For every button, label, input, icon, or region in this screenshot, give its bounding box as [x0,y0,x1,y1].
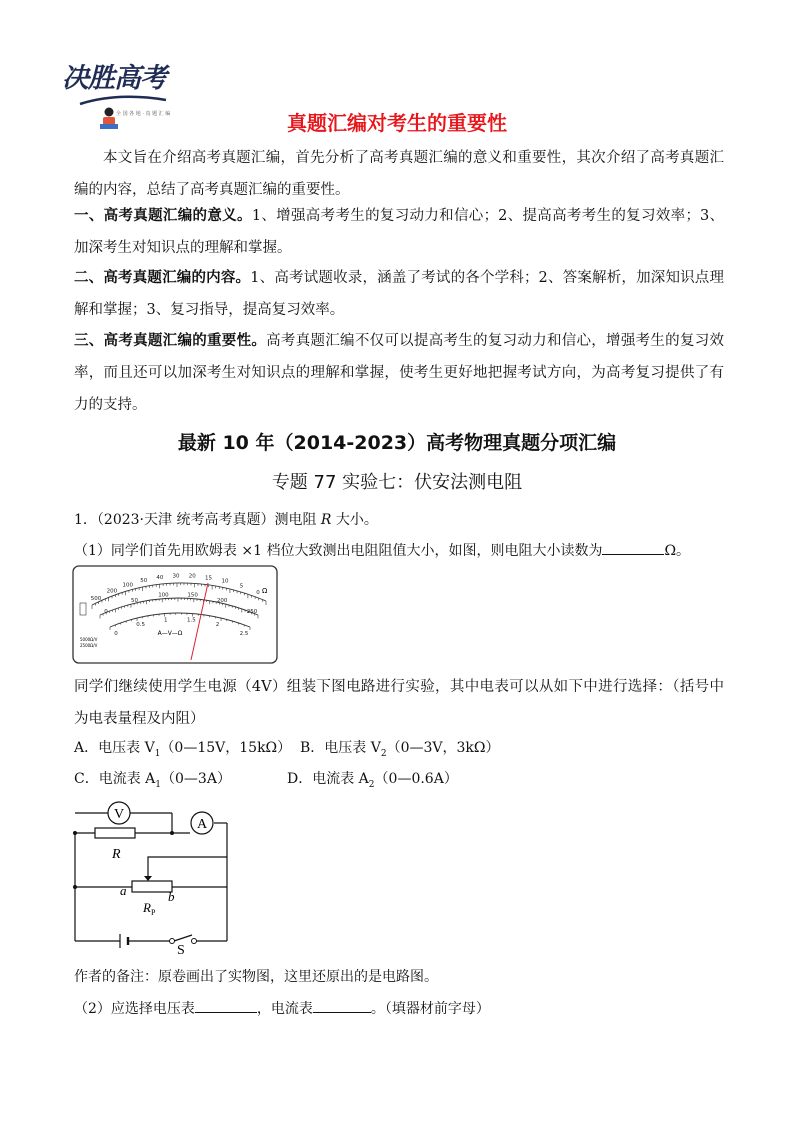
option-b-name: 电压表 V [324,740,381,756]
part-2-text-c: 。（填器材前字母） [370,1001,490,1017]
dc-scale-label: 0 [104,609,108,615]
part-1 [74,540,690,560]
option-b-spec: （0—3V，3kΩ） [386,740,500,756]
meter-center-label: A—V—Ω [157,630,183,637]
slider-arrow-icon [144,876,152,881]
terminal-b-label: b [168,889,175,904]
ac-scale-label: 1.5 [186,617,196,624]
option-d-name: 电流表 A [312,771,369,787]
topic-title: 专题 77 实验七：伏安法测电阻 [271,472,523,493]
question-stem [74,509,378,529]
ohm-symbol: Ω [262,587,268,595]
question-number: 1． [74,512,97,528]
part-2-text-a: （2）应选择电压表 [74,1001,195,1017]
option-c-sub: 1 [155,779,162,790]
ac-scale-label: 0 [114,631,118,637]
page-title: 真题汇编对考生的重要性 [287,111,507,135]
option-c-name: 电流表 A [98,771,156,787]
logo-tagline: 全 国 各 地 · 真 题 汇 编 [116,111,171,117]
ohm-scale-label: 50 [140,577,148,584]
option-d [287,768,458,790]
section-1-heading: 一、高考真题汇编的意义。 [74,208,252,224]
ohm-scale-label: 500 [90,596,102,602]
section-1-body: 1、增强高考考生的复习动力和信心；2、提高高考考生的复习效率；3、加深考生对知识点的理解和掌握。 [74,208,724,256]
junction-dot [73,885,77,889]
resistor-label: R [112,847,121,862]
answer-blank-1[interactable] [602,540,664,555]
ohm-scale-label: 200 [106,588,118,595]
ohm-scale-label: 5 [239,583,244,590]
intro-paragraph: 本文旨在介绍高考真题汇编，首先分析了高考真题汇编的意义和重要性，其次介绍了高考真题汇编的内容，总结了高考真题汇编的重要性。 [74,150,724,198]
question-source: （2023·天津 统考高考真题） [96,512,275,528]
dc-scale-label: 150 [187,592,198,599]
section-2 [74,262,724,326]
part-1-text: （1）同学们首先用欧姆表 ×1 档位大致测出电阻阻值大小，如图，则电阻大小读数为 [74,543,603,559]
section-3-body: 高考真题汇编不仅可以提高考生的复习动力和信心，增强考生的复习效率，而且还可以加深考生对知识点的理解和掌握，使考生更好地把握考试方向，为高考复习提供了有力的支持。 [74,333,725,413]
terminal-a-label: a [120,883,127,898]
ac-scale-label: 2 [215,622,220,629]
section-3 [74,325,724,421]
rheostat-label: $R_P$ [143,900,156,917]
ammeter-label: A [196,817,208,832]
dc-scale-label: 200 [216,598,228,605]
logo-swoosh-icon [78,94,168,108]
ohm-scale-label: 30 [172,573,180,580]
rheostat-icon [132,881,172,892]
option-a-spec: （0—15V，15kΩ） [160,740,292,756]
option-b-sub: 2 [380,748,387,759]
ohm-scale-label: 40 [156,574,164,581]
part-1-unit: Ω。 [664,543,691,559]
part-2-text-b: ，电流表 [256,1001,313,1017]
question-stem-a: 测电阻 [274,512,321,528]
part-2 [74,998,490,1018]
option-d-spec: （0—0.6A） [374,771,458,787]
resistor-r-icon [95,828,135,838]
option-a-name: 电压表 V [98,740,155,756]
option-c-letter: C． [74,771,99,787]
option-a [74,737,291,759]
ohm-scale-label: 100 [122,582,134,589]
option-c [74,768,231,790]
dc-scale-label: 50 [131,598,139,605]
meter-spec-1: 5000Ω/V [80,637,98,642]
meter-spec-2: 2500Ω/V [80,643,98,648]
option-a-letter: A． [74,740,99,756]
ac-scale-label: 1 [164,617,168,624]
ac-scale-label: 2.5 [239,631,249,637]
option-d-sub: 2 [368,779,375,790]
option-a-sub: 1 [154,748,161,759]
dc-scale-label: 250 [246,609,258,615]
author-note: 作者的备注：原卷画出了实物图，这里还原出的是电路图。 [74,969,438,985]
switch-contact-icon [170,939,175,944]
voltmeter-label: V [113,807,125,822]
multimeter-dial [72,565,278,665]
ac-scale-label: 0.5 [136,622,146,629]
question-stem-b: 大小。 [331,512,378,528]
option-b-letter: B． [300,740,325,756]
ohm-scale-label: 0 [256,590,260,596]
circuit-diagram [70,795,235,955]
option-c-spec: （0—3A） [161,771,231,787]
dc-scale-label: 100 [158,592,169,599]
option-b [300,737,500,759]
section-1 [74,200,724,264]
continue-text: 同学们继续使用学生电源（4V）组装下图电路进行实验，其中电表可以从如下中进行选择：（括号中为电表量程及内阻） [74,679,724,727]
ohm-scale-label: 15 [205,575,213,582]
answer-blank-ammeter[interactable] [313,998,371,1013]
junction-dot [170,831,174,835]
junction-dot [73,831,77,835]
ohm-scale-label: 20 [188,573,196,580]
logo-text: 决胜高考 [62,63,166,94]
collection-title: 最新 10 年（2014-2023）高考物理真题分项汇编 [177,432,617,454]
switch-label: S [177,943,185,955]
question-variable: R [320,512,332,528]
answer-blank-voltmeter[interactable] [195,998,257,1013]
section-3-heading: 三、高考真题汇编的重要性。 [74,333,267,349]
switch-contact-icon [192,939,197,944]
section-2-body: 1、高考试题收录，涵盖了考试的各个学科；2、答案解析，加深知识点理解和掌握；3、复习指导，提高复习效率。 [74,270,724,318]
section-2-heading: 二、高考真题汇编的内容。 [74,270,251,286]
ohm-scale-label: 10 [221,578,229,585]
option-d-letter: D． [287,771,313,787]
